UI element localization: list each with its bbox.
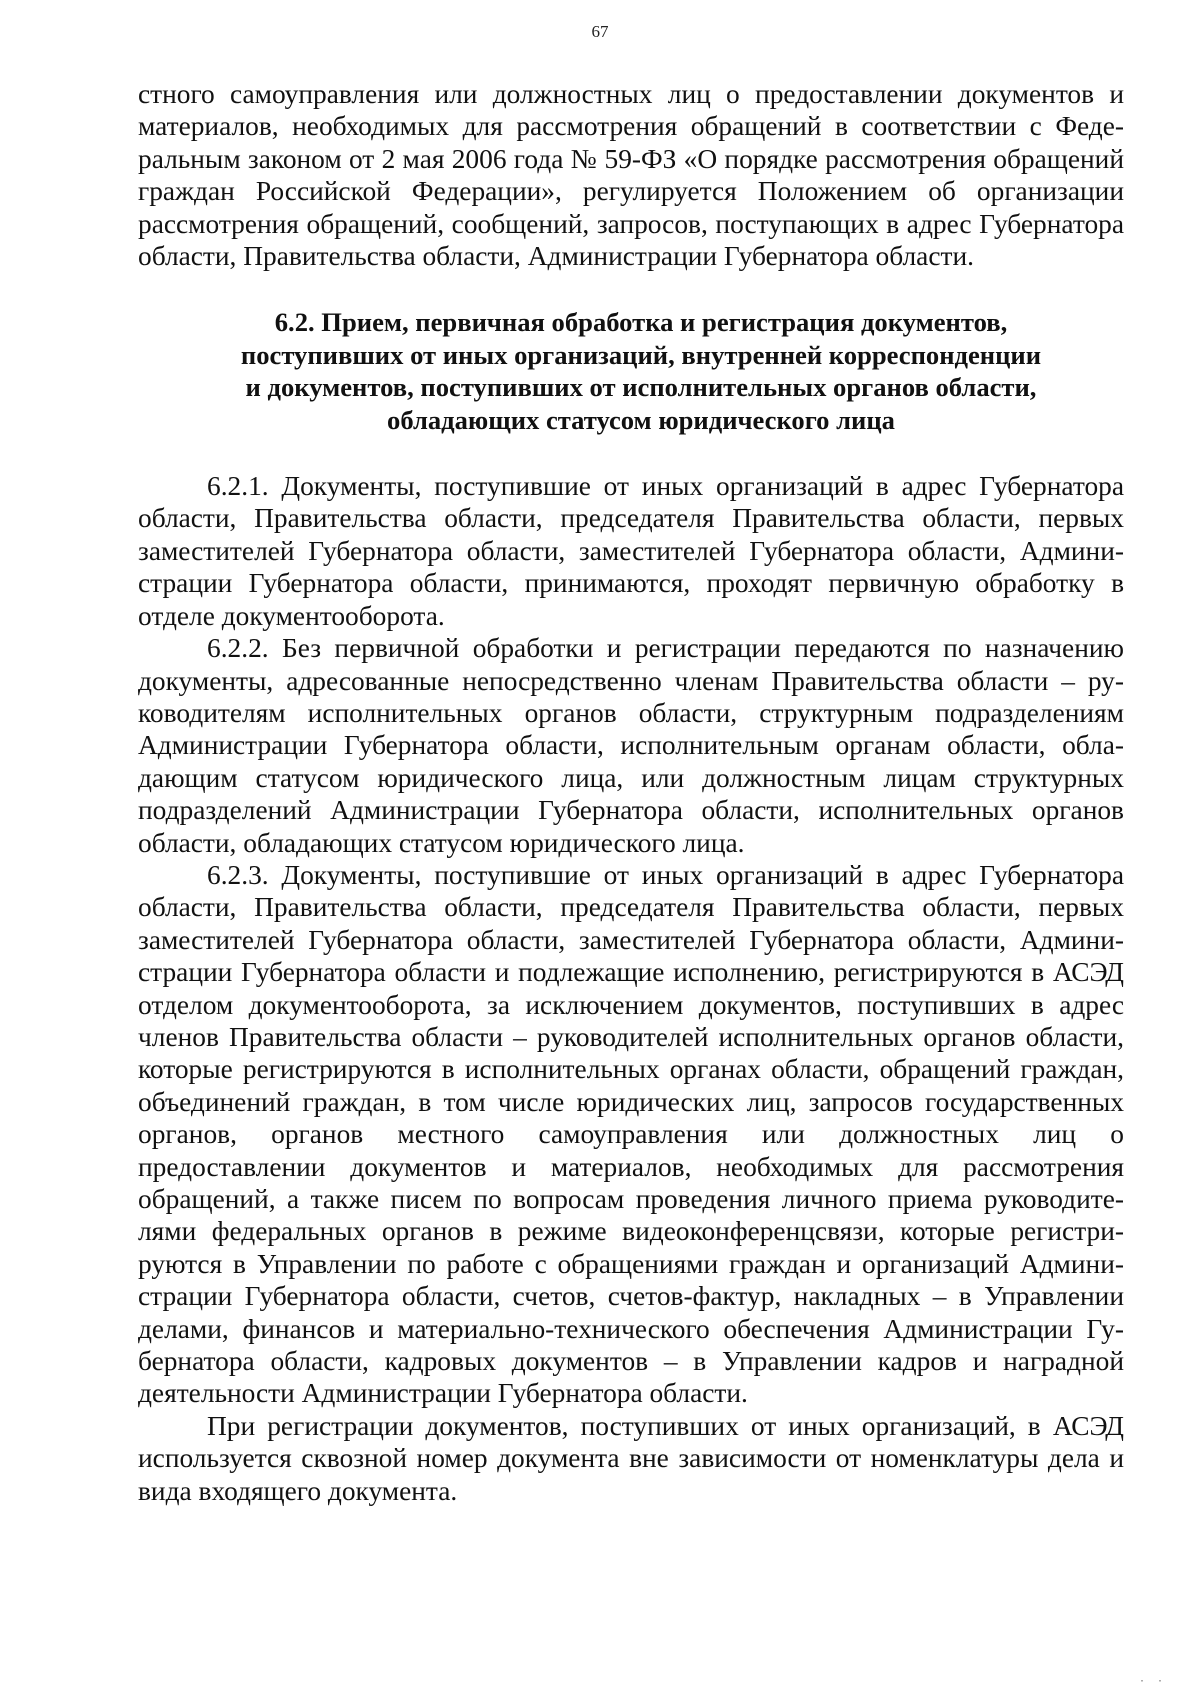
page-number: 67	[591, 22, 609, 41]
paragraph-continued: стного самоуправления или должностных лиц о предоставлении документов и материалов, необходимых для рассмотрения обращений в соответствии с Федеральным законом от 2 мая 2006 года № 59-ФЗ «О порядке рассмотрения обращений граждан Российской Федерации», регулируется Положением об организации рассмотрения обращений, сообщений, запросов, поступающих в адрес Губернатора области, Правительства области, Администрации Губернатора области.	[138, 79, 1124, 272]
paragraph-6-2-3: 6.2.3. Документы, поступившие от иных организаций в адрес Губернатора области, Правительства области, председателя Правительства области, первых заместителей Губернатора области, заместителей Губернатора области, Администрации Губернатора области и подлежащие исполнению, регистрируются в АСЭД отделом документооборота, за исключением документов, поступивших в адрес членов Правительства области – руководителей исполнительных органов области, которые регистрируются в исполнительных органах области, обращений граждан, объединений граждан, в том числе юридических лиц, запросов государственных органов, органов местного самоуправления или должностных лиц о предоставлении документов и материалов, необходимых для рассмотрения обращений, а также писем по вопросам проведения личного приема руководителями федеральных органов в режиме видеоконференцсвязи, которые регистрируются в Управлении по работе с обращениями граждан и организаций Администрации Губернатора области, счетов, счетов-фактур, накладных – в Управлении делами, финансов и материально-технического обеспечения Администрации Губернатора области, кадровых документов – в Управлении кадров и наградной деятельности Администрации Губернатора области.	[138, 859, 1124, 1409]
paragraph-6-2-2: 6.2.2. Без первичной обработки и регистрации передаются по назначению документы, адресованные непосредственно членам Правительства области – руководителям исполнительных органов области, структурным подразделениям Администрации Губернатора области, исполнительным органам области, обладающим статусом юридического лица, или должностным лицам структурных подразделений Администрации Губернатора области, исполнительных органов области, обладающих статусом юридического лица.	[138, 633, 1124, 858]
heading-line: и документов, поступивших от исполнительных органов области,	[245, 372, 1037, 403]
heading-line: поступивших от иных организаций, внутренней корреспонденции	[240, 339, 1042, 370]
paragraph-6-2-1: 6.2.1. Документы, поступившие от иных организаций в адрес Губернатора области, Правительства области, председателя Правительства области, первых заместителей Губернатора области, заместителей Губернатора области, Администрации Губернатора области, принимаются, проходят первичную обработку в отделе документооборота.	[138, 471, 1124, 631]
scan-artifact-mark: · ·	[1138, 1676, 1166, 1687]
heading-line: обладающих статусом юридического лица	[387, 404, 895, 435]
document-body	[138, 78, 1124, 1507]
heading-line: 6.2. Прием, первичная обработка и регистрация документов,	[274, 307, 1008, 338]
paragraph-registration-number: При регистрации документов, поступивших от иных организаций, в АСЭД используется сквозной номер документа вне зависимости от номенклатуры дела и вида входящего документа.	[138, 1410, 1124, 1506]
section-heading-6-2	[138, 306, 1124, 436]
